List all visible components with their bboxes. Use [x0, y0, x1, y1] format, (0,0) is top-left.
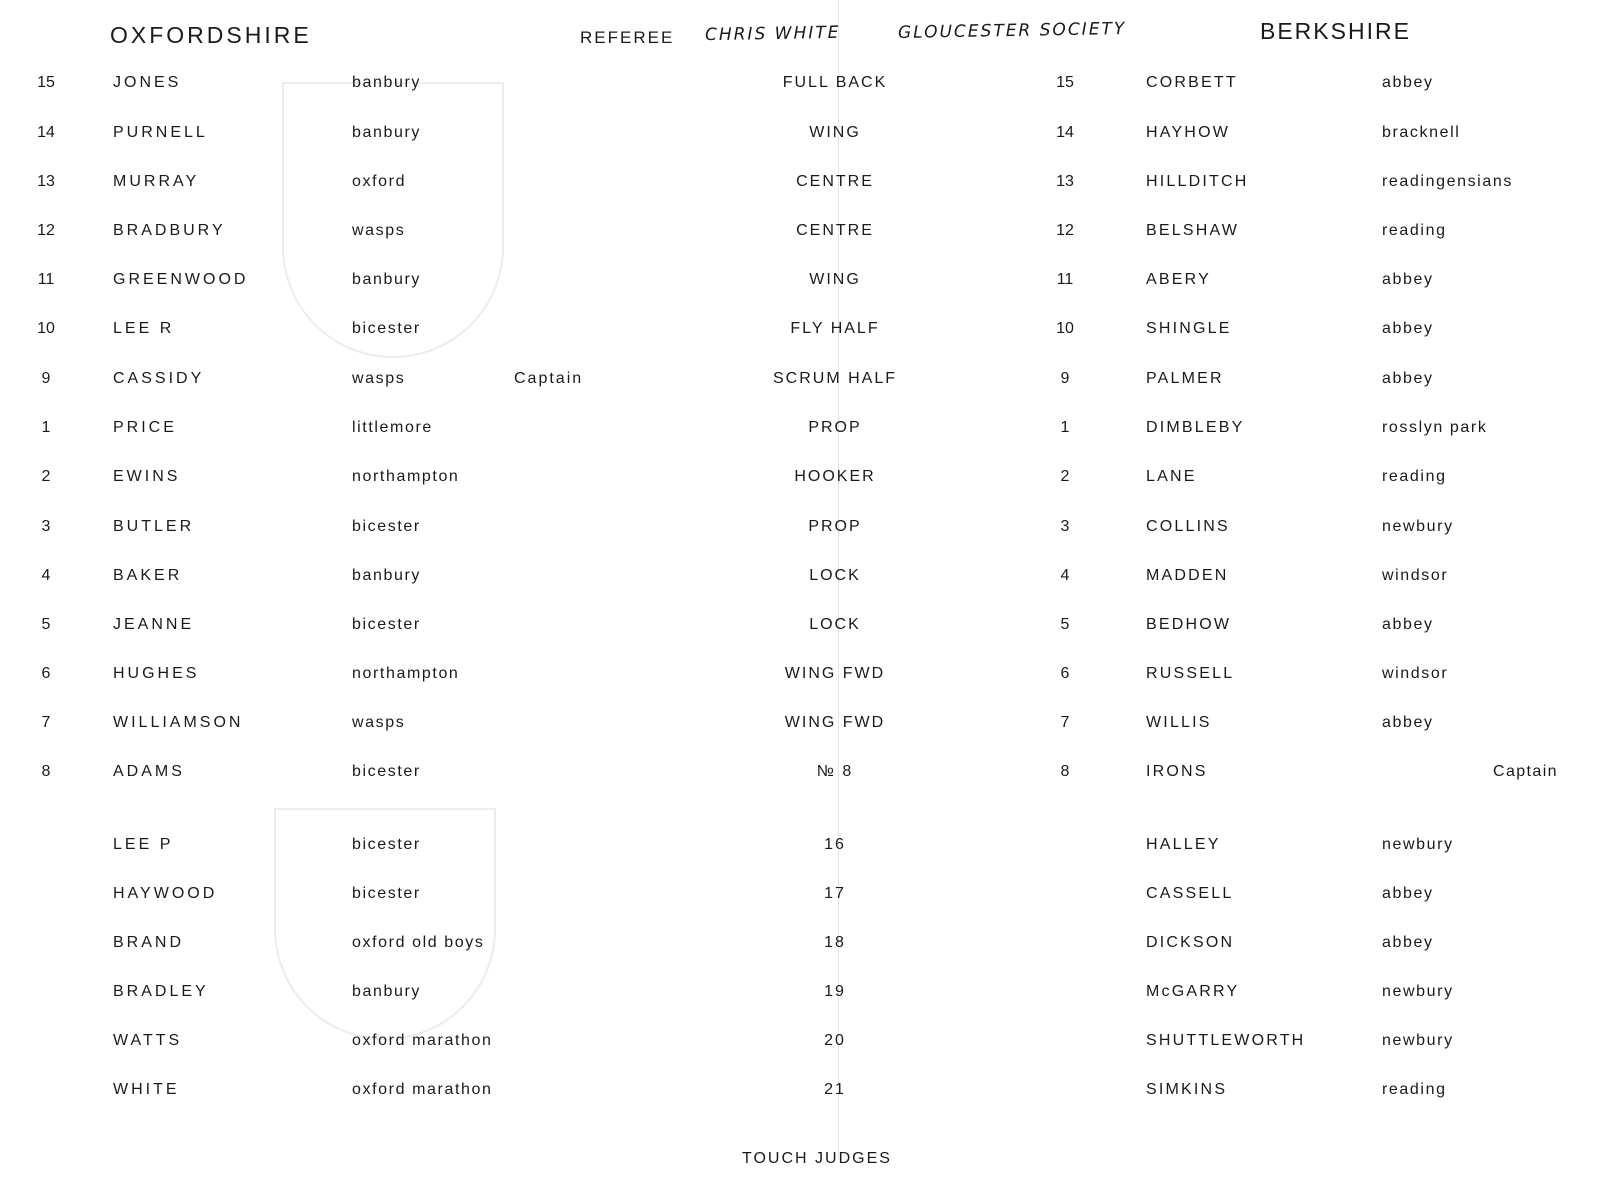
position-label: PROP	[808, 419, 862, 436]
player-row	[0, 983, 1600, 1009]
left-player-name: HAYWOOD	[113, 885, 218, 902]
left-player-club: bicester	[352, 836, 421, 853]
right-player-name: CASSELL	[1146, 885, 1234, 902]
right-shirt-number: 10	[1056, 320, 1074, 337]
position-label: CENTRE	[796, 173, 874, 190]
right-shirt-number: 7	[1060, 714, 1070, 731]
left-player-name: WILLIAMSON	[113, 714, 244, 731]
left-shirt-number: 1	[41, 419, 51, 436]
position-label: WING FWD	[784, 665, 886, 682]
right-shirt-number: 13	[1056, 173, 1074, 190]
right-player-club: reading	[1382, 1081, 1447, 1098]
position-label: LOCK	[809, 616, 861, 633]
left-player-club: wasps	[352, 714, 406, 731]
left-player-club: banbury	[352, 983, 422, 1000]
position-label: LOCK	[809, 567, 861, 584]
right-shirt-number: 11	[1056, 271, 1074, 288]
right-player-club: abbey	[1382, 885, 1434, 902]
position-label: SCRUM HALF	[772, 370, 897, 387]
left-player-club: banbury	[352, 271, 422, 288]
left-captain-note: Captain	[514, 370, 584, 387]
left-shirt-number: 11	[37, 271, 55, 288]
left-player-club: bicester	[352, 320, 421, 337]
left-shirt-number: 3	[41, 518, 51, 535]
position-label: WING	[809, 271, 861, 288]
position-label: WING FWD	[784, 714, 886, 731]
left-shirt-number: 14	[37, 124, 55, 141]
player-row	[0, 714, 1600, 740]
right-player-name: COLLINS	[1146, 518, 1230, 535]
right-shirt-number: 2	[1060, 468, 1070, 485]
left-player-name: BRAND	[113, 934, 185, 951]
right-shirt-number: 5	[1060, 616, 1070, 633]
left-player-name: BRADLEY	[113, 983, 209, 1000]
right-shirt-number: 14	[1056, 124, 1074, 141]
player-row	[0, 370, 1600, 396]
right-player-name: HILLDITCH	[1146, 173, 1249, 190]
left-player-name: WHITE	[113, 1081, 180, 1098]
right-player-club: abbey	[1382, 714, 1434, 731]
right-shirt-number: 6	[1060, 665, 1070, 682]
right-team-title: BERKSHIRE	[1260, 18, 1411, 44]
left-player-name: HUGHES	[113, 665, 200, 682]
right-player-name: CORBETT	[1146, 74, 1238, 91]
left-player-name: JEANNE	[113, 616, 195, 633]
position-label: 17	[824, 885, 846, 902]
player-row	[0, 1032, 1600, 1058]
right-shirt-number: 15	[1056, 74, 1074, 91]
left-player-name: ADAMS	[113, 763, 185, 780]
right-player-name: SHINGLE	[1146, 320, 1232, 337]
left-player-name: LEE R	[113, 320, 175, 337]
left-shirt-number: 5	[41, 616, 51, 633]
right-player-club: windsor	[1382, 567, 1449, 584]
referee-name: CHRIS WHITE	[704, 22, 841, 46]
touch-judges-label: TOUCH JUDGES	[742, 1150, 892, 1167]
right-player-name: WILLIS	[1146, 714, 1212, 731]
left-player-name: EWINS	[113, 468, 181, 485]
right-player-name: PALMER	[1146, 370, 1224, 387]
left-player-name: BUTLER	[113, 518, 195, 535]
left-player-name: BRADBURY	[113, 222, 226, 239]
left-player-club: bicester	[352, 763, 421, 780]
player-row	[0, 836, 1600, 862]
left-player-name: BAKER	[113, 567, 183, 584]
left-shirt-number: 13	[37, 173, 55, 190]
left-player-club: bicester	[352, 885, 421, 902]
player-row	[0, 419, 1600, 445]
right-player-name: LANE	[1146, 468, 1197, 485]
player-row	[0, 934, 1600, 960]
player-row	[0, 124, 1600, 150]
position-label: PROP	[808, 518, 862, 535]
right-player-club: reading	[1382, 468, 1447, 485]
right-player-club: rosslyn park	[1382, 419, 1488, 436]
left-player-name: WATTS	[113, 1032, 183, 1049]
left-shirt-number: 6	[41, 665, 51, 682]
player-row	[0, 567, 1600, 593]
right-player-club: abbey	[1382, 370, 1434, 387]
left-player-club: littlemore	[352, 419, 433, 436]
left-shirt-number: 8	[41, 763, 51, 780]
right-player-club: abbey	[1382, 616, 1434, 633]
player-row	[0, 74, 1600, 100]
right-player-club: abbey	[1382, 271, 1434, 288]
right-shirt-number: 3	[1060, 518, 1070, 535]
left-shirt-number: 2	[41, 468, 51, 485]
referee-label: REFEREE	[580, 28, 675, 47]
player-row	[0, 665, 1600, 691]
right-player-club: newbury	[1382, 983, 1454, 1000]
left-player-name: GREENWOOD	[113, 271, 249, 288]
left-shirt-number: 7	[41, 714, 51, 731]
player-row	[0, 1081, 1600, 1107]
left-shirt-number: 10	[37, 320, 55, 337]
left-player-name: CASSIDY	[113, 370, 205, 387]
left-player-club: banbury	[352, 124, 422, 141]
right-shirt-number: 9	[1060, 370, 1070, 387]
player-row	[0, 616, 1600, 642]
right-player-name: HAYHOW	[1146, 124, 1231, 141]
right-player-club: reading	[1382, 222, 1447, 239]
player-row	[0, 271, 1600, 297]
right-player-name: SIMKINS	[1146, 1081, 1228, 1098]
right-player-name: ABERY	[1146, 271, 1211, 288]
position-label: FLY HALF	[790, 320, 880, 337]
right-player-name: IRONS	[1146, 763, 1208, 780]
right-shirt-number: 4	[1060, 567, 1070, 584]
player-row	[0, 885, 1600, 911]
player-row	[0, 320, 1600, 346]
left-player-club: oxford old boys	[352, 934, 485, 951]
position-label: 18	[824, 934, 846, 951]
position-label: WING	[809, 124, 861, 141]
right-player-name: RUSSELL	[1146, 665, 1235, 682]
right-player-name: DIMBLEBY	[1146, 419, 1245, 436]
right-player-club: bracknell	[1382, 124, 1461, 141]
position-label: 20	[824, 1032, 846, 1049]
right-player-name: DICKSON	[1146, 934, 1235, 951]
right-shirt-number: 1	[1060, 419, 1070, 436]
position-label: 16	[824, 836, 846, 853]
position-label: HOOKER	[794, 468, 876, 485]
right-player-club: abbey	[1382, 320, 1434, 337]
right-player-name: BELSHAW	[1146, 222, 1240, 239]
position-label: 19	[824, 983, 846, 1000]
left-team-title: OXFORDSHIRE	[110, 22, 312, 48]
left-player-club: oxford marathon	[352, 1032, 493, 1049]
position-label: CENTRE	[796, 222, 874, 239]
right-player-club: abbey	[1382, 74, 1434, 91]
right-captain-note: Captain	[1493, 763, 1558, 780]
right-player-club: readingensians	[1382, 173, 1513, 190]
left-player-club: wasps	[352, 222, 406, 239]
player-row	[0, 222, 1600, 248]
right-shirt-number: 8	[1060, 763, 1070, 780]
position-label: № 8	[816, 763, 854, 780]
player-row	[0, 173, 1600, 199]
right-shirt-number: 12	[1056, 222, 1074, 239]
left-player-club: northampton	[352, 665, 460, 682]
player-row	[0, 763, 1600, 789]
left-player-club: northampton	[352, 468, 460, 485]
left-player-club: banbury	[352, 567, 422, 584]
right-player-name: McGARRY	[1146, 983, 1240, 1000]
right-player-name: HALLEY	[1146, 836, 1221, 853]
left-player-name: MURRAY	[113, 173, 200, 190]
player-row	[0, 518, 1600, 544]
position-label: FULL BACK	[782, 74, 888, 91]
left-shirt-number: 15	[37, 74, 55, 91]
left-player-club: oxford marathon	[352, 1081, 493, 1098]
left-shirt-number: 4	[41, 567, 51, 584]
right-player-name: MADDEN	[1146, 567, 1229, 584]
left-player-club: wasps	[352, 370, 406, 387]
right-player-club: windsor	[1382, 665, 1449, 682]
player-row	[0, 468, 1600, 494]
left-shirt-number: 9	[41, 370, 51, 387]
left-player-club: oxford	[352, 173, 407, 190]
left-player-club: banbury	[352, 74, 422, 91]
right-player-club: newbury	[1382, 518, 1454, 535]
left-player-club: bicester	[352, 616, 421, 633]
left-player-name: LEE P	[113, 836, 174, 853]
right-player-club: abbey	[1382, 934, 1434, 951]
position-label: 21	[824, 1081, 846, 1098]
referee-society: GLOUCESTER SOCIETY	[897, 19, 1127, 43]
right-player-club: newbury	[1382, 836, 1454, 853]
right-player-name: SHUTTLEWORTH	[1146, 1032, 1306, 1049]
left-player-club: bicester	[352, 518, 421, 535]
right-player-name: BEDHOW	[1146, 616, 1232, 633]
left-shirt-number: 12	[37, 222, 55, 239]
left-player-name: JONES	[113, 74, 182, 91]
left-player-name: PURNELL	[113, 124, 208, 141]
right-player-club: newbury	[1382, 1032, 1454, 1049]
left-player-name: PRICE	[113, 419, 177, 436]
